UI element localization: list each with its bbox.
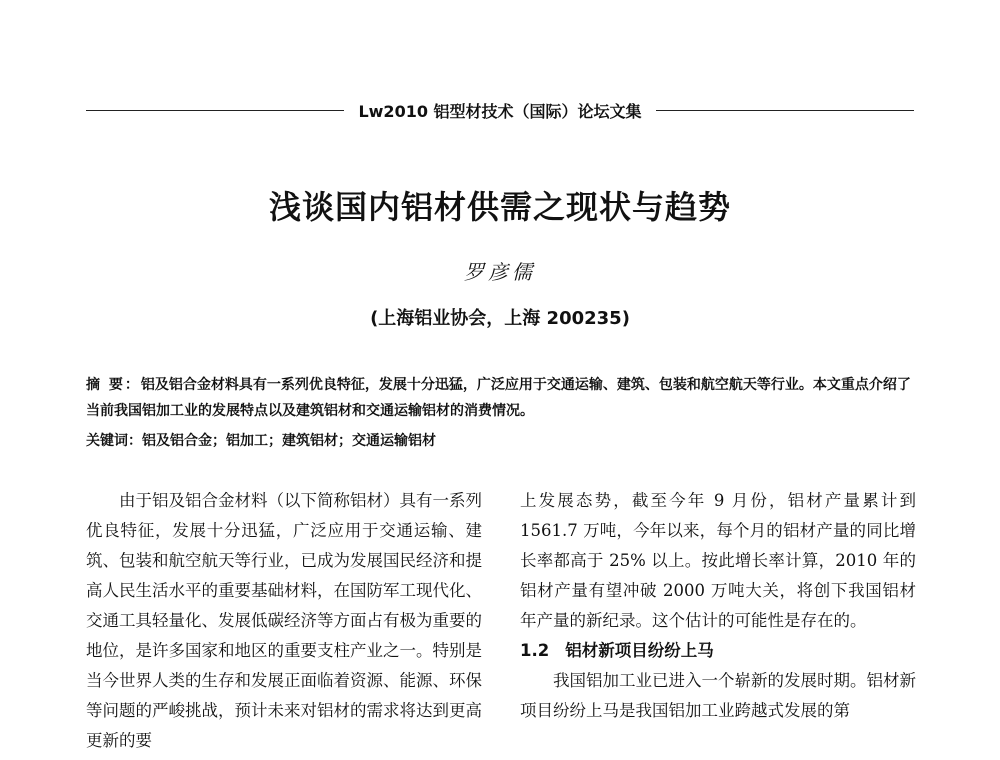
- keywords-text: 铝及铝合金；铝加工；建筑铝材；交通运输铝材: [142, 433, 436, 449]
- abstract-label: 摘 要：: [86, 377, 141, 393]
- author-name: 罗彦儒: [464, 260, 536, 284]
- keywords: [86, 428, 914, 454]
- section-title: 铝材新项目纷纷上马: [565, 641, 714, 660]
- running-header: [86, 96, 914, 124]
- right-column: [520, 486, 916, 726]
- section-paragraph: 我国铝加工业已进入一个崭新的发展时期。铝材新项目纷纷上马是我国铝加工业跨越式发展的第: [520, 671, 916, 720]
- author-affiliation: (上海铝业协会，上海 200235): [370, 308, 630, 329]
- intro-paragraph: 由于铝及铝合金材料（以下简称铝材）具有一系列优良特征，发展十分迅猛，广泛应用于交通运输、建筑、包装和航空航天等行业，已成为发展国民经济和提高人民生活水平的重要基础材料，在国防军工现代化、交通工具轻量化、发展低碳经济等方面占有极为重要的地位，是许多国家和地区的重要支柱产业之一。特别是当今世界人类的生存和发展正面临着资源、能源、环保等问题的严峻挑战，预计未来对铝材的需求将达到更高更新的要: [86, 491, 482, 750]
- abstract-text: 铝及铝合金材料具有一系列优良特征，发展十分迅猛，广泛应用于交通运输、建筑、包装和航空航天等行业。本文重点介绍了当前我国铝加工业的发展特点以及建筑铝材和交通运输铝材的消费情况。: [86, 377, 911, 419]
- running-header-text: Lw2010 铝型材技术（国际）论坛文集: [358, 101, 642, 121]
- abstract: [86, 372, 914, 424]
- keywords-label: 关键词：: [86, 433, 142, 449]
- section-heading: [520, 636, 916, 666]
- header-rule-right: [656, 110, 914, 111]
- paper-title: 浅谈国内铝材供需之现状与趋势: [268, 188, 731, 226]
- left-column: [86, 486, 482, 756]
- header-rule-left: [86, 110, 344, 111]
- continuation-paragraph: 上发展态势，截至今年 9 月份，铝材产量累计到 1561.7 万吨，今年以来，每个月的铝材产量的同比增长率都高于 25% 以上。按此增长率计算，2010 年的铝材产量有望冲破 2000 万吨大关，将创下我国铝材年产量的新纪录。这个估计的可能性是存在的。: [520, 491, 916, 630]
- section-number: 1.2: [520, 641, 550, 660]
